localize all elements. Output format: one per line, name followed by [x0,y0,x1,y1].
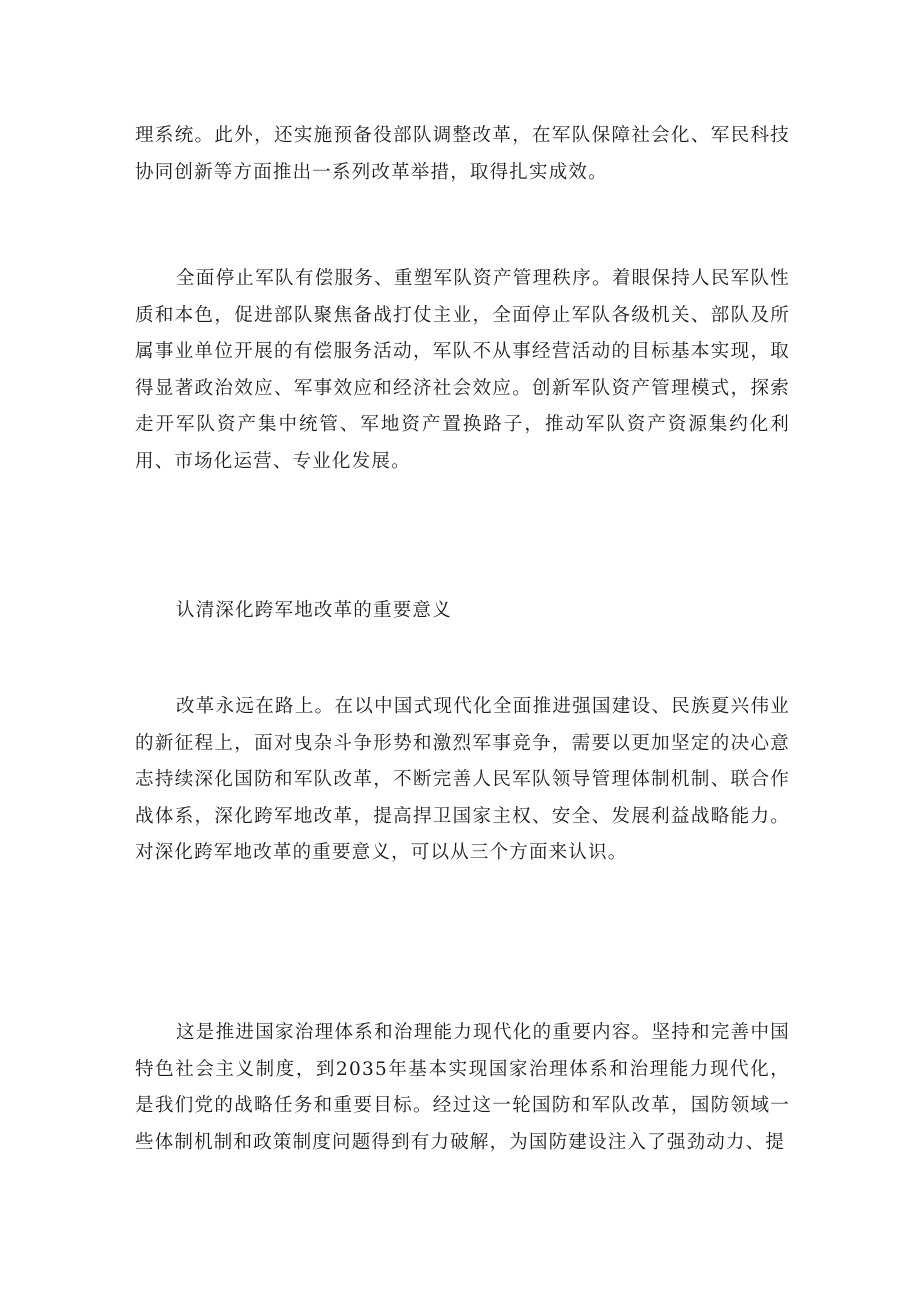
paragraph-reform-ongoing: 改革永远在路上。在以中国式现代化全面推进强国建设、民族夏兴伟业的新征程上，面对曳杂斗争形势和激烈军事竞争，需要以更加坚定的决心意志持续深化国防和军队改革，不断完善人民军队领导管理体制机制、联合作战体系，深化跨军地改革，提高捍卫国家主权、安全、发展利益战略能力。对深化跨军地改革的重要意义，可以从三个方面来认识。 [135,696,790,863]
paragraph-paid-services: 全面停止军队有偿服务、重塑军队资产管理秩序。着眼保持人民军队性质和本色，促进部队聚焦备战打仗主业，全面停止军队各级机关、部队及所属事业单位开展的有偿服务活动，军队不从事经营活动的目标基本实现，取得显著政治效应、军事效应和经济社会效应。创新军队资产管理模式，探索走开军队资产集中统管、军地资产置换路子，推动军队资产资源集约化利用、市场化运营、专业化发展。 [135,268,790,472]
paragraph-governance: 这是推进国家治理体系和治理能力现代化的重要内容。坚持和完善中国特色社会主义制度，到2035年基本实现国家治理体系和治理能力现代化，是我们党的战略任务和重要目标。经过这一轮国防和军队改革，国防领域一些体制机制和政策制度问题得到有力破解，为国防建设注入了强劲动力、提 [135,1022,790,1153]
paragraph-continuation: 理系统。此外，还实施预备役部队调整改革，在军队保障社会化、军民科技协同创新等方面推出一系列改革举措，取得扎实成效。 [135,125,790,183]
section-heading: 认清深化跨军地改革的重要意义 [176,600,452,621]
